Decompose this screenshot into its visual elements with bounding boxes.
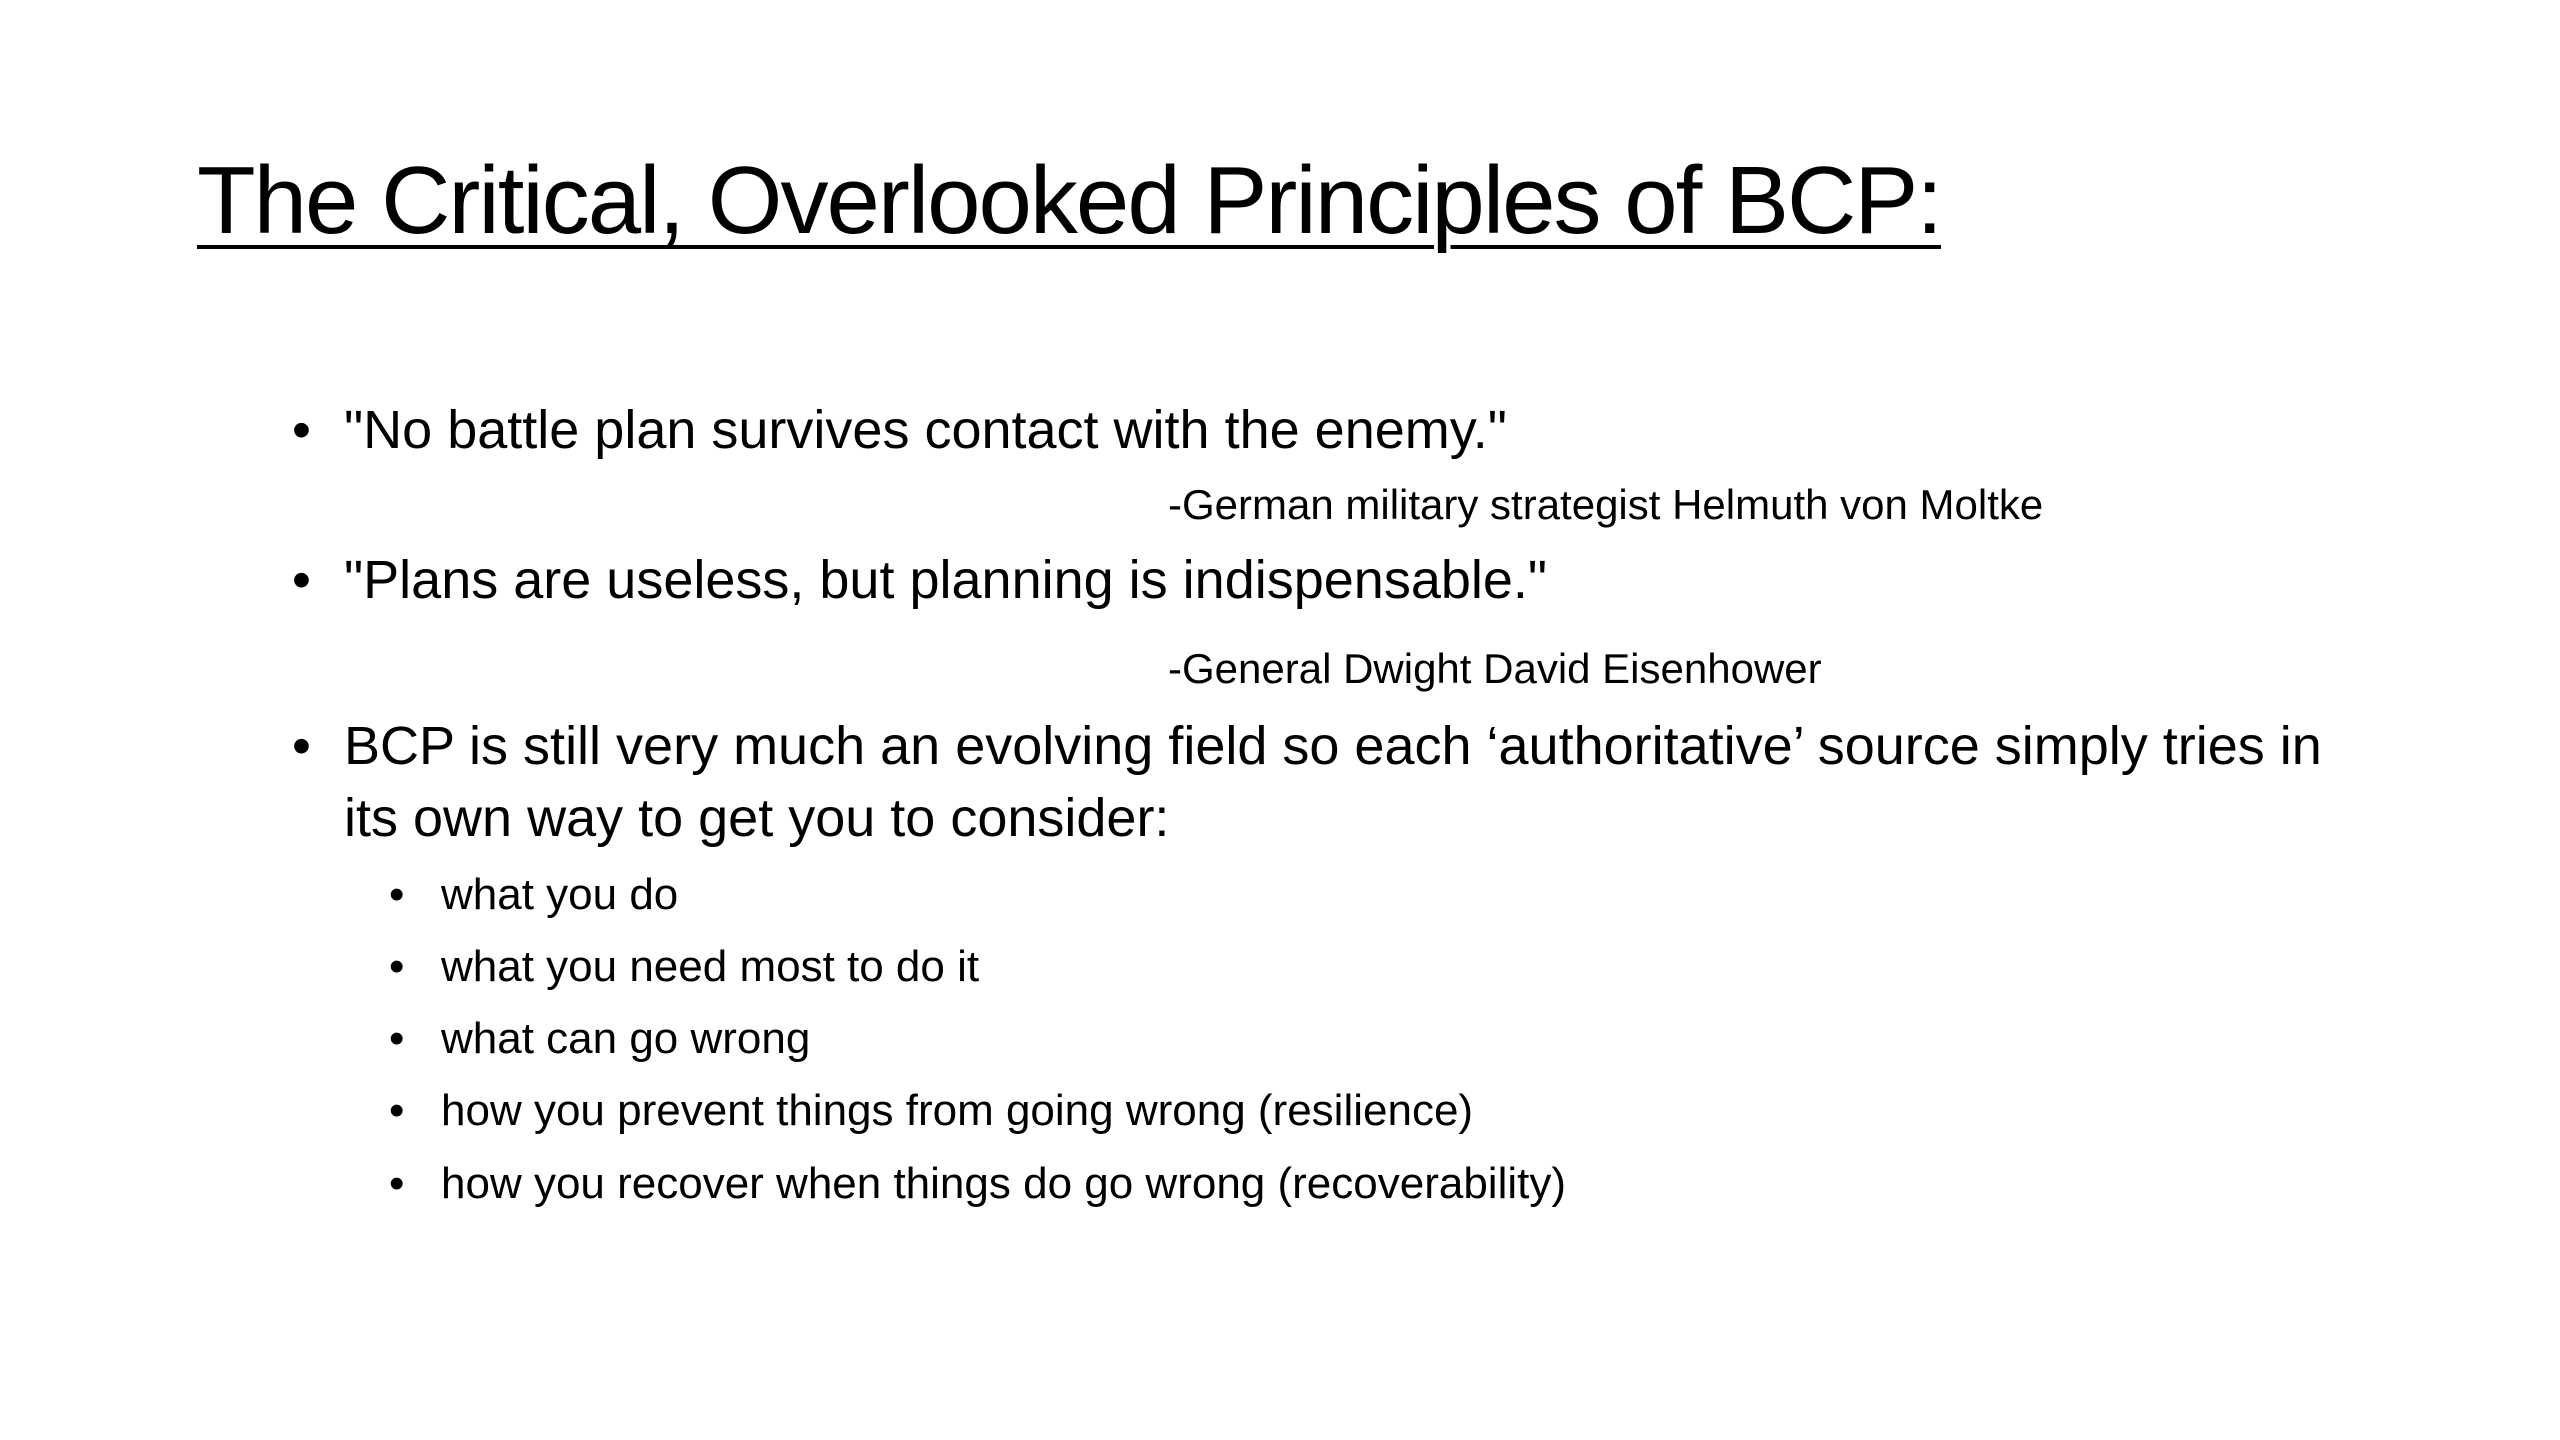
consideration-text: what you need most to do it — [441, 942, 980, 991]
quote-attribution: -General Dwight David Eisenhower — [1168, 645, 1822, 692]
consideration-item — [389, 866, 678, 924]
quote-text: "No battle plan survives contact with the enemy." — [344, 400, 1507, 460]
consideration-text: what can go wrong — [441, 1014, 811, 1063]
quote-attribution: -German military strategist Helmuth von Moltke — [1168, 481, 2044, 528]
consideration-text: how you recover when things do go wrong (recoverability) — [441, 1159, 1567, 1208]
consideration-text: how you prevent things from going wrong (resilience) — [441, 1086, 1474, 1135]
bullet-icon: • — [389, 1086, 405, 1135]
bullet-icon: • — [292, 716, 311, 776]
consideration-item — [389, 1082, 1473, 1140]
consideration-item — [389, 1010, 810, 1068]
consideration-text: what you do — [441, 870, 679, 919]
bullet-icon: • — [389, 870, 405, 919]
quote-item — [292, 544, 2344, 616]
consideration-item — [389, 938, 979, 996]
consideration-item — [389, 1155, 1566, 1213]
main-point-text: BCP is still very much an evolving field so each ‘authoritative’ source simply tries in its own way to get you to consider: — [344, 716, 2322, 848]
quote-text: "Plans are useless, but planning is indispensable." — [344, 550, 1548, 610]
quote-item — [292, 394, 2344, 466]
bullet-icon: • — [389, 942, 405, 991]
slide-title: The Critical, Overlooked Principles of BCP: — [197, 147, 1941, 254]
main-point-item — [292, 710, 2344, 854]
bullet-icon: • — [292, 400, 311, 460]
bullet-icon: • — [389, 1159, 405, 1208]
bullet-icon: • — [292, 550, 311, 610]
bullet-icon: • — [389, 1014, 405, 1063]
